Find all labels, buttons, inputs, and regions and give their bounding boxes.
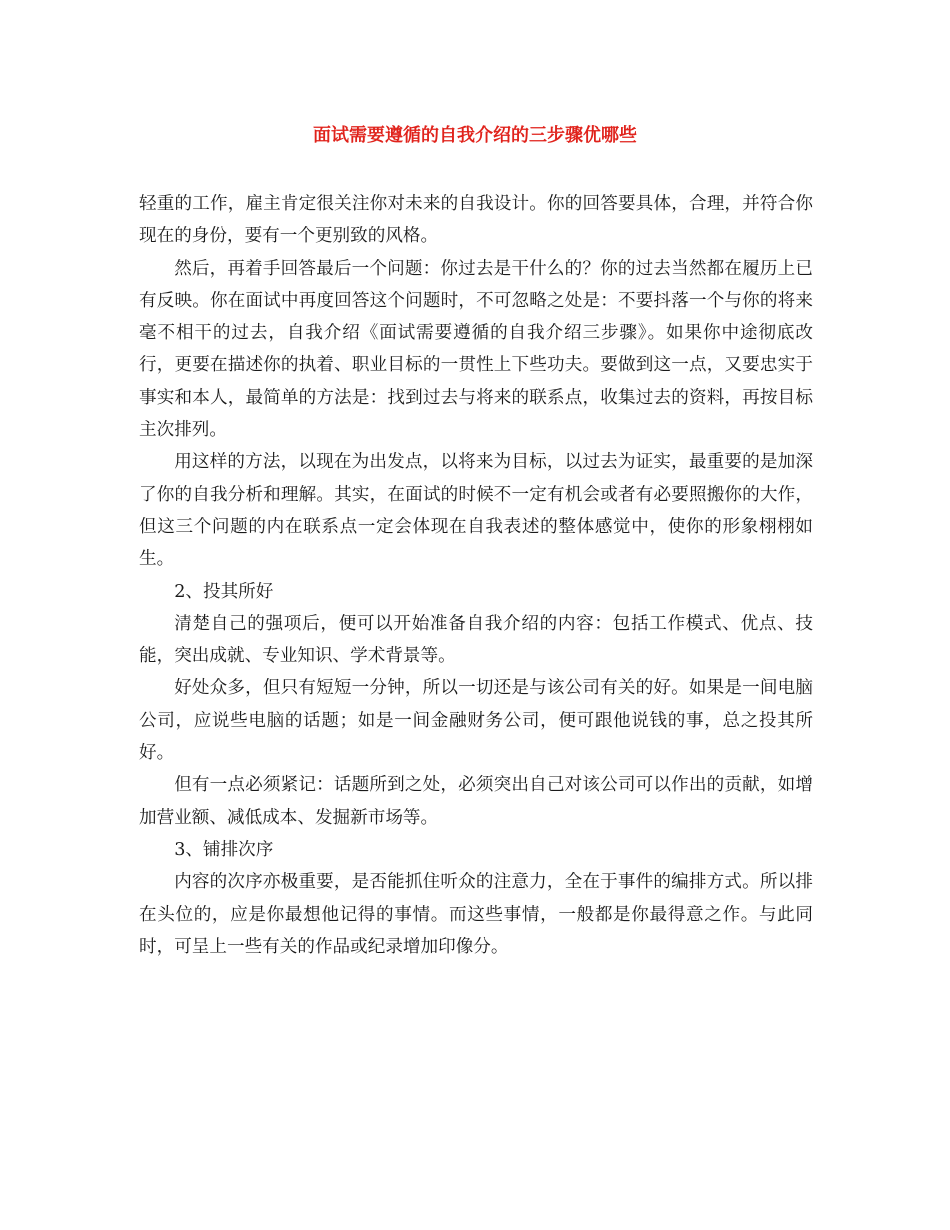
document-body [139,188,813,963]
paragraph-4: 清楚自己的强项后，便可以开始准备自我介绍的内容：包括工作模式、优点、技能，突出成就、专业知识、学术背景等。 [139,613,813,667]
section-heading-3: 3、铺排次序 [174,839,274,860]
paragraph-1: 轻重的工作，雇主肯定很关注你对未来的自我设计。你的回答要具体，合理，并符合你现在的身份，要有一个更别致的风格。 [139,194,813,247]
paragraph-7: 内容的次序亦极重要，是否能抓住听众的注意力，全在于事件的编排方式。所以排在头位的，应是你最想他记得的事情。而这些事情，一般都是你最得意之作。与此同时，可呈上一些有关的作品或纪录增加印像分。 [139,872,813,957]
paragraph-2: 然后，再着手回答最后一个问题：你过去是干什么的？你的过去当然都在履历上已有反映。你在面试中再度回答这个问题时，不可忽略之处是：不要抖落一个与你的将来毫不相干的过去，自我介绍《面试需要遵循的自我介绍三步骤》。如果你中途彻底改行，更要在描述你的执着、职业目标的一贯性上下些功夫。要做到这一点，又要忠实于事实和本人，最简单的方法是：找到过去与将来的联系点，收集过去的资料，再按目标主次排列。 [139,258,813,441]
paragraph-5: 好处众多，但只有短短一分钟，所以一切还是与该公司有关的好。如果是一间电脑公司，应说些电脑的话题；如是一间金融财务公司，便可跟他说钱的事，总之投其所好。 [139,678,813,764]
document-title: 面试需要遵循的自我介绍的三步骤优哪些 [313,125,637,146]
paragraph-3: 用这样的方法，以现在为出发点，以将来为目标，以过去为证实，最重要的是加深了你的自我分析和理解。其实，在面试的时候不一定有机会或者有必要照搬你的大作，但这三个问题的内在联系点一定会体现在自我表述的整体感觉中，使你的形象栩栩如生。 [139,452,813,570]
paragraph-6: 但有一点必须紧记：话题所到之处，必须突出自己对该公司可以作出的贡献，如增加营业额、减低成本、发掘新市场等。 [139,775,813,828]
section-heading-2: 2、投其所好 [174,581,274,602]
